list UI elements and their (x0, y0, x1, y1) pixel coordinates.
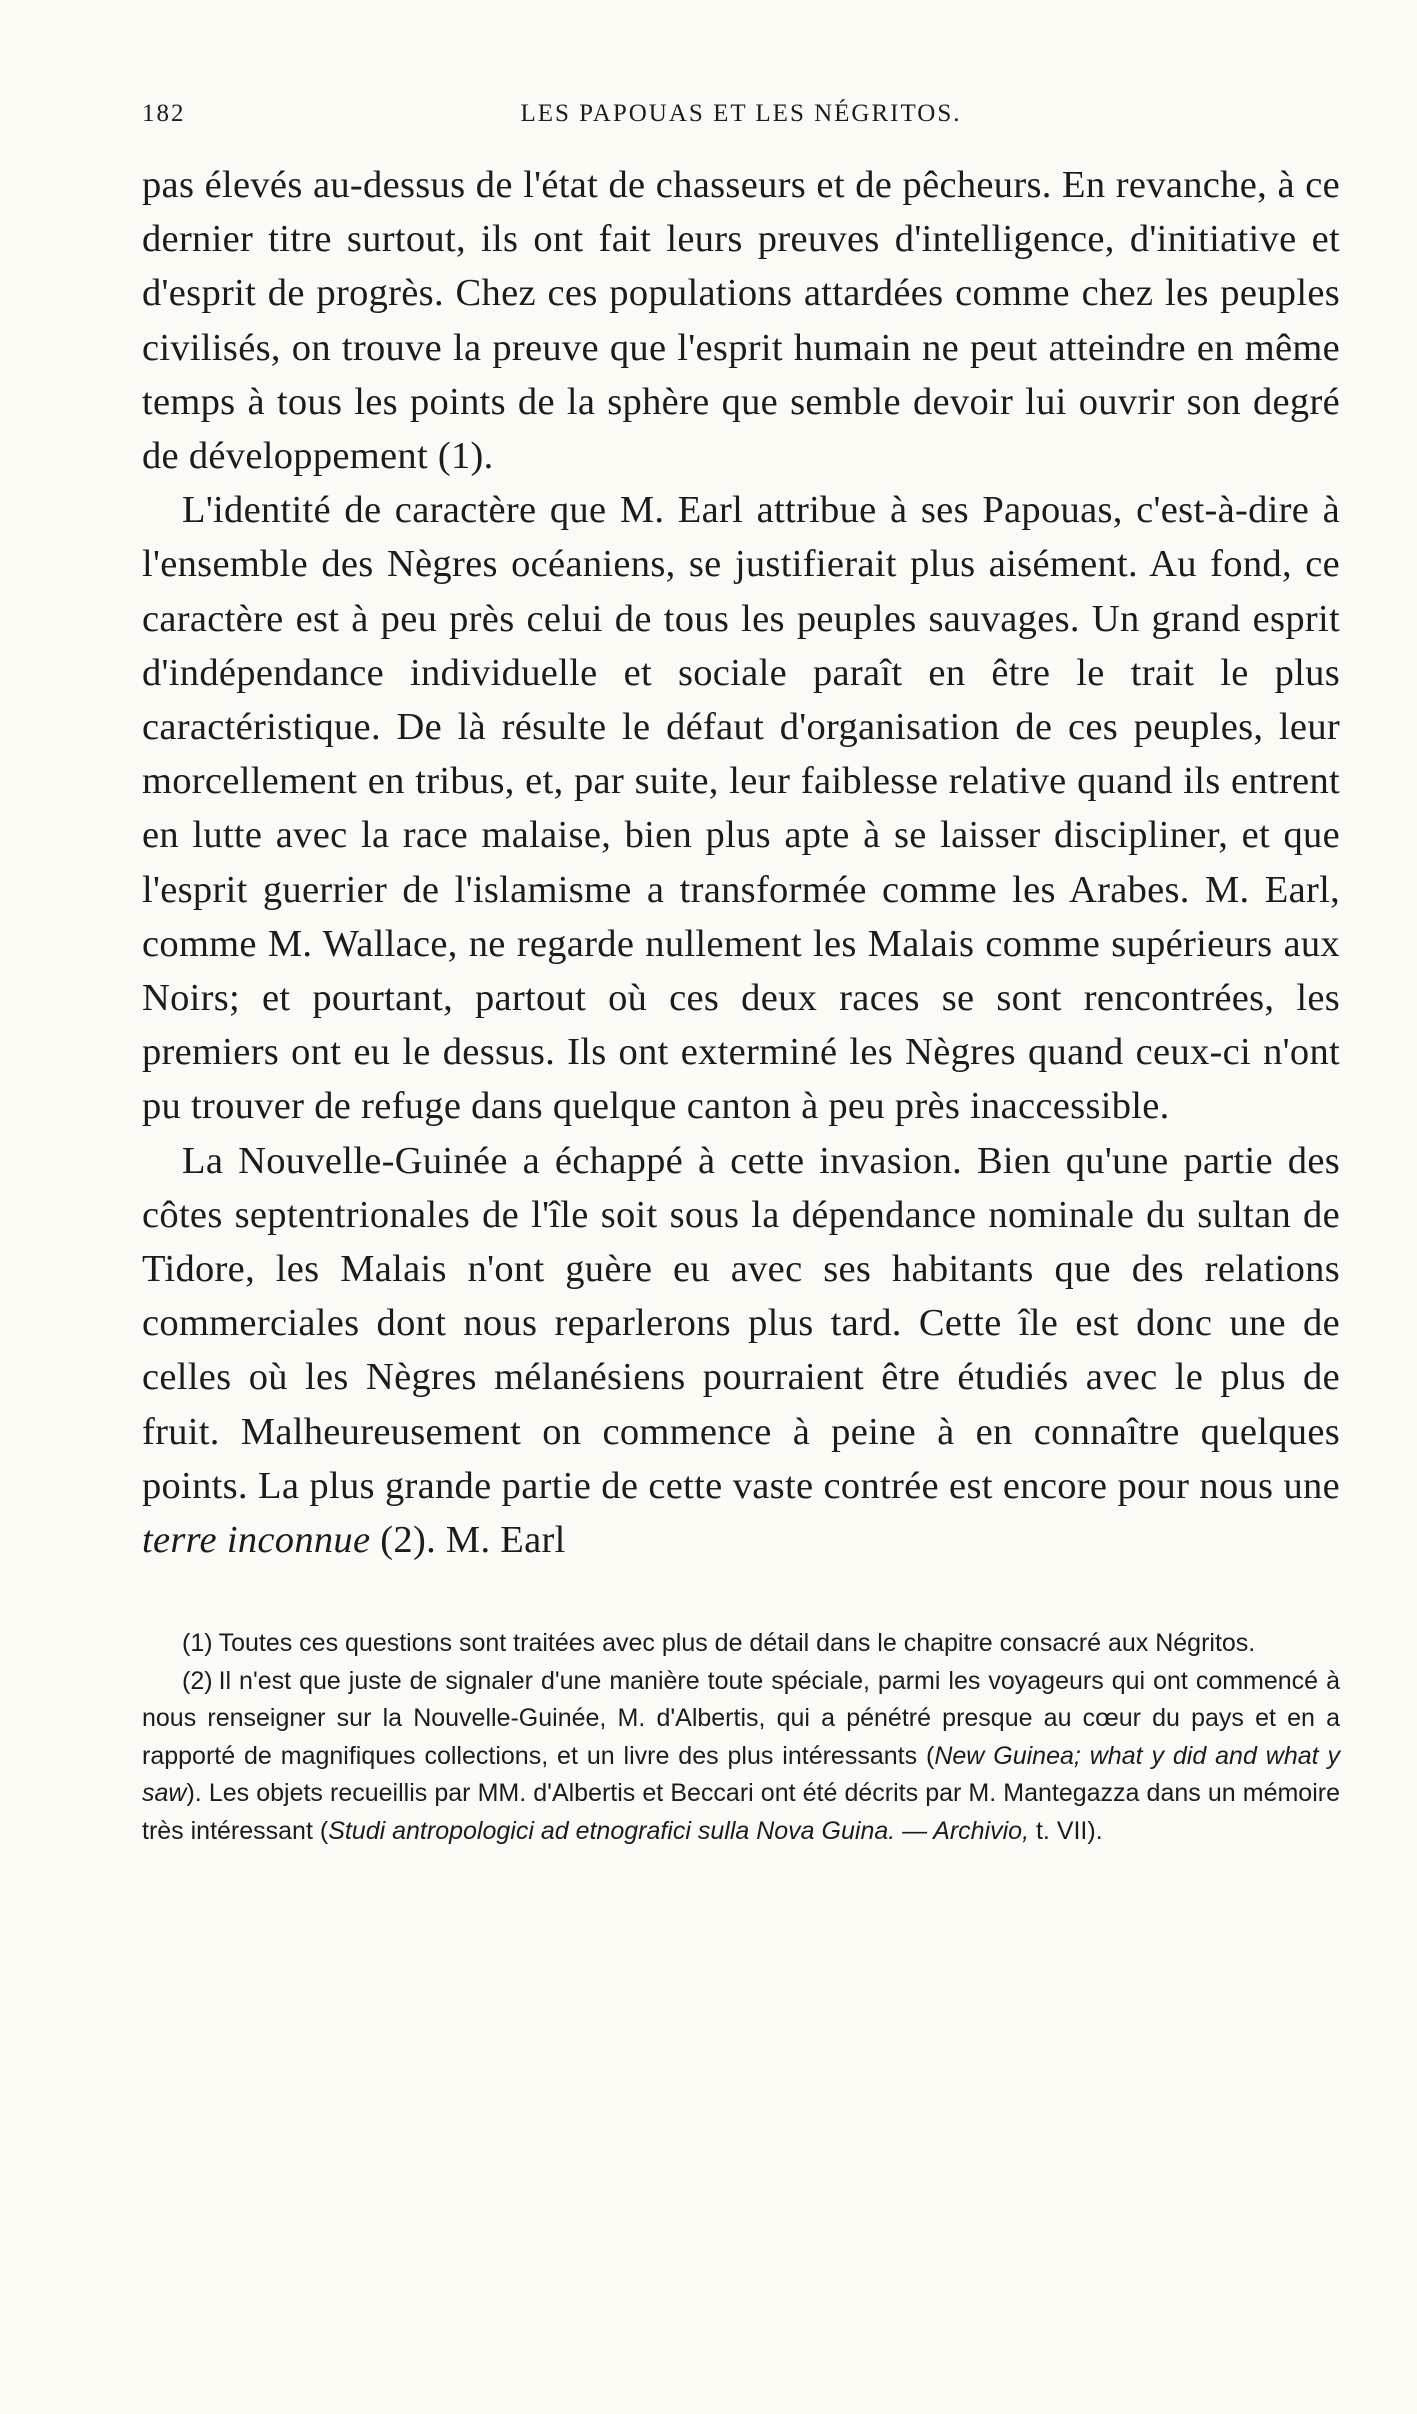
body-text (142, 158, 1340, 1567)
footnote-2-mark: (2) (182, 1666, 213, 1695)
book-page (142, 100, 1340, 1850)
footnote-1-mark: (1) (182, 1629, 213, 1658)
footnotes (142, 1625, 1340, 1850)
footnote-2-text-b: ). Les objets recueillis par MM. d'Albertis et Beccari ont été décrits par M. Mantegazza dans un mémoire très intéressant ( (142, 1779, 1340, 1845)
paragraph-2: L'identité de caractère que M. Earl attribue à ses Papouas, c'est-à-dire à l'ensemble des Nègres océaniens, se justifierait plus aisément. Au fond, ce caractère est à peu près celui de tous les peuples sauvages. Un grand esprit d'indépendance individuelle et sociale paraît en être le trait le plus caractéristique. De là résulte le défaut d'organisation de ces peuples, leur morcellement en tribus, et, par suite, leur faiblesse relative quand ils entrent en lutte avec la race malaise, bien plus apte à se laisser discipliner, et que l'esprit guerrier de l'islamisme a transformée comme les Arabes. M. Earl, comme M. Wallace, ne regarde nullement les Malais comme supérieurs aux Noirs; et pourtant, partout où ces deux races se sont rencontrées, les premiers ont eu le dessus. Ils ont exterminé les Nègres quand ceux-ci n'ont pu trouver de refuge dans quelque canton à peu près inaccessible. (142, 489, 1340, 1128)
footnote-1 (142, 1625, 1340, 1663)
footnote-2-text-a: Il n'est que juste de signaler d'une manière toute spéciale, parmi les voyageurs qui ont commencé à nous renseigner sur la Nouvelle-Guinée, M. d'Albertis, qui a pénétré presque au cœur du pays et en a rapporté de magnifiques collections, et un livre des plus intéressants ( (142, 1666, 1340, 1770)
page-number: 182 (142, 100, 186, 127)
paragraph-3-text-b: (2). M. Earl (370, 1519, 566, 1562)
paragraph-1: pas élevés au-dessus de l'état de chasseurs et de pêcheurs. En revanche, à ce dernier titre surtout, ils ont fait leurs preuves d'intelligence, d'initiative et d'esprit de progrès. Chez ces populations attardées comme chez les peuples civilisés, on trouve la preuve que l'esprit humain ne peut atteindre en même temps à tous les points de la sphère que semble devoir lui ouvrir son degré de développement (1). (142, 164, 1340, 478)
footnote-1-text: Toutes ces questions sont traitées avec plus de détail dans le chapitre consacré aux Négritos. (218, 1629, 1256, 1658)
paragraph-3 (142, 1134, 1340, 1568)
footnote-2 (142, 1663, 1340, 1851)
footnote-2-italic-b: Studi antropologici ad etnografici sulla Nova Guina. — Archivio, (328, 1816, 1030, 1845)
footnote-2-italic-a: New Guinea; what y did and what y saw (142, 1741, 1340, 1808)
paragraph-3-text-a: La Nouvelle-Guinée a échappé à cette invasion. Bien qu'une partie des côtes septentrionales de l'île soit sous la dépendance nominale du sultan de Tidore, les Malais n'ont guère eu avec ses habitants que des relations commerciales dont nous reparlerons plus tard. Cette île est donc une de celles où les Nègres mélanésiens pourraient être étudiés avec le plus de fruit. Malheureusement on commence à peine à en connaître quelques points. La plus grande partie de cette vaste contrée est encore pour nous une (142, 1139, 1340, 1507)
paragraph-3-italic: terre inconnue (142, 1519, 371, 1562)
footnote-2-text-c: t. VII). (1029, 1816, 1103, 1845)
running-head (142, 100, 1340, 140)
running-title: LES PAPOUAS ET LES NÉGRITOS. (520, 100, 962, 127)
